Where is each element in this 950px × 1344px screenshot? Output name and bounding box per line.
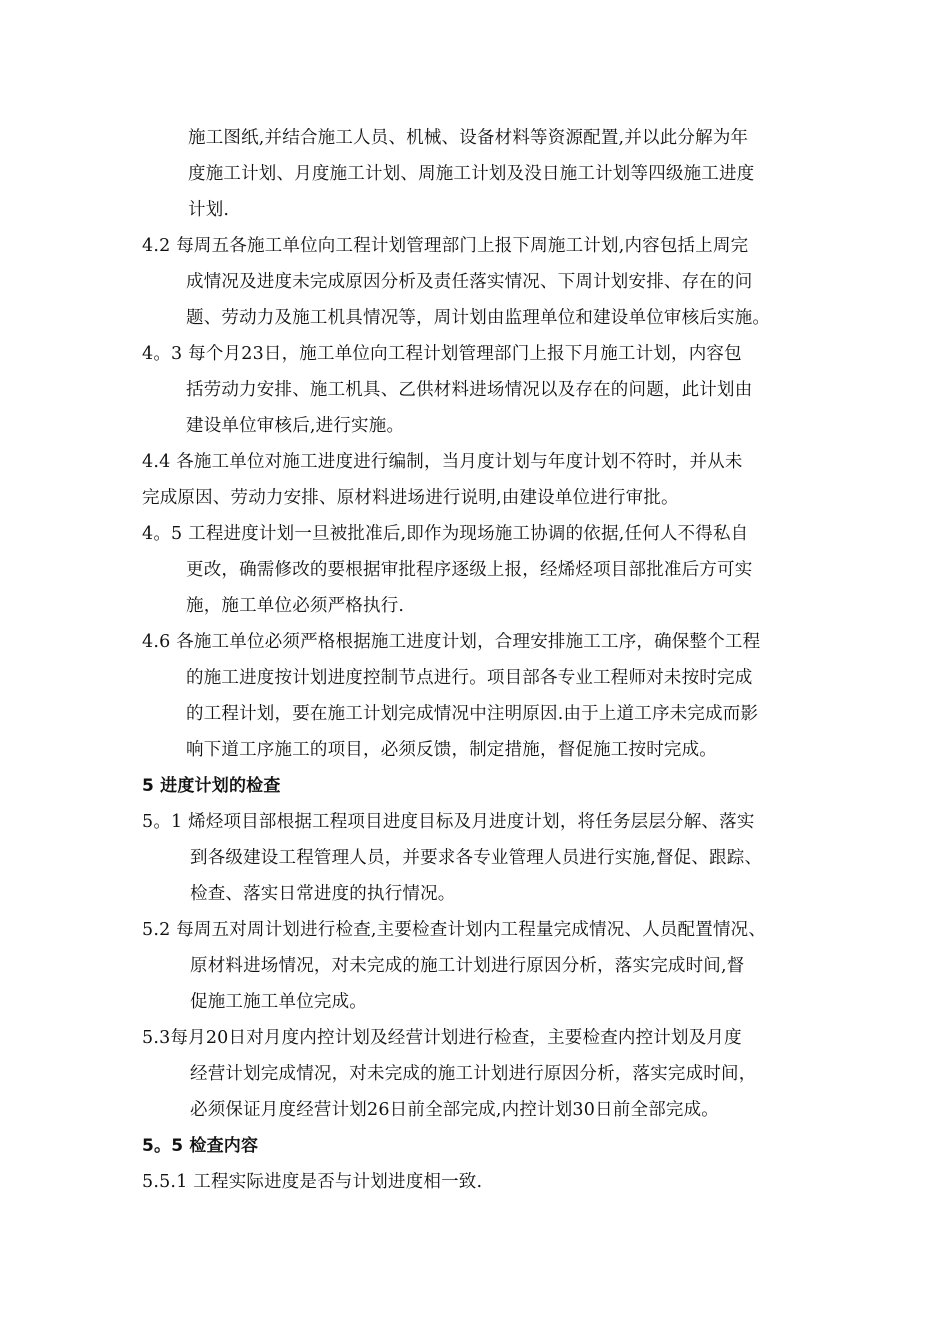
paragraph-line: 必须保证月度经营计划26日前全部完成,内控计划30日前全部完成。 (190, 1100, 719, 1120)
paragraph-line: 的施工进度按计划进度控制节点进行。项目部各专业工程师对未按时完成 (186, 668, 753, 688)
paragraph-line: 完成原因、劳动力安排、原材料进场进行说明,由建设单位进行审批。 (142, 488, 679, 508)
paragraph-line: 的工程计划，要在施工计划完成情况中注明原因.由于上道工序未完成而影 (186, 704, 759, 724)
paragraph-line: 4.6 各施工单位必须严格根据施工进度计划，合理安排施工工序，确保整个工程 (142, 632, 761, 652)
paragraph-line: 促施工施工单位完成。 (190, 992, 367, 1012)
section-heading: 5 进度计划的检查 (142, 776, 281, 796)
paragraph-line: 括劳动力安排、施工机具、乙供材料进场情况以及存在的问题，此计划由 (186, 380, 753, 400)
paragraph-line: 经营计划完成情况，对未完成的施工计划进行原因分析，落实完成时间， (190, 1064, 757, 1084)
paragraph-line: 题、劳动力及施工机具情况等，周计划由监理单位和建设单位审核后实施。 (186, 308, 771, 328)
paragraph-line: 到各级建设工程管理人员，并要求各专业管理人员进行实施,督促、跟踪、 (190, 848, 763, 868)
paragraph-line: 计划. (188, 200, 230, 220)
paragraph-line: 建设单位审核后,进行实施。 (186, 416, 405, 436)
paragraph-line: 响下道工序施工的项目，必须反馈，制定措施，督促施工按时完成。 (186, 740, 717, 760)
paragraph-line: 度施工计划、月度施工计划、周施工计划及没日施工计划等四级施工进度 (188, 164, 755, 184)
paragraph-line: 5.3每月20日对月度内控计划及经营计划进行检查，主要检查内控计划及月度 (142, 1028, 742, 1048)
paragraph-line: 5.5.1 工程实际进度是否与计划进度相一致. (142, 1172, 483, 1192)
paragraph-line: 4。5 工程进度计划一旦被批准后,即作为现场施工协调的依据,任何人不得私自 (142, 524, 749, 544)
paragraph-line: 施，施工单位必须严格执行. (186, 596, 405, 616)
section-heading: 5。5 检查内容 (142, 1136, 259, 1156)
paragraph-line: 4.2 每周五各施工单位向工程计划管理部门上报下周施工计划,内容包括上周完 (142, 236, 749, 256)
paragraph-line: 5.2 每周五对周计划进行检查,主要检查计划内工程量完成情况、人员配置情况、 (142, 920, 767, 940)
paragraph-line: 4。3 每个月23日，施工单位向工程计划管理部门上报下月施工计划，内容包 (142, 344, 742, 364)
paragraph-line: 原材料进场情况，对未完成的施工计划进行原因分析，落实完成时间,督 (190, 956, 745, 976)
paragraph-line: 更改，确需修改的要根据审批程序逐级上报，经烯烃项目部批准后方可实 (186, 560, 753, 580)
paragraph-line: 4.4 各施工单位对施工进度进行编制，当月度计划与年度计划不符时，并从未 (142, 452, 743, 472)
paragraph-line: 5。1 烯烃项目部根据工程项目进度目标及月进度计划，将任务层层分解、落实 (142, 812, 755, 832)
paragraph-line: 检查、落实日常进度的执行情况。 (190, 884, 456, 904)
paragraph-line: 施工图纸,并结合施工人员、机械、设备材料等资源配置,并以此分解为年 (188, 128, 749, 148)
paragraph-line: 成情况及进度未完成原因分析及责任落实情况、下周计划安排、存在的问 (186, 272, 753, 292)
